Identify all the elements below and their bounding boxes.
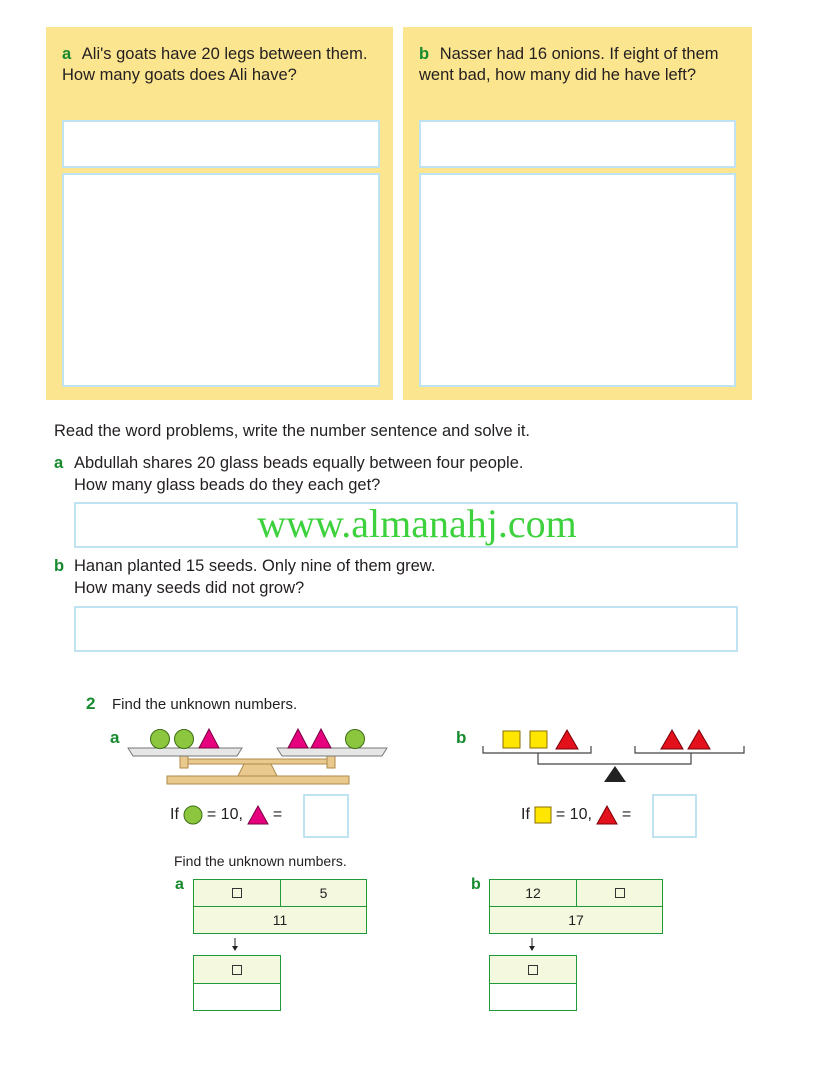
bar-b-top-left: 12 xyxy=(490,880,577,907)
watermark: www.almanahj.com xyxy=(257,501,577,546)
bar-a-result-unknown[interactable] xyxy=(194,956,280,984)
bar-model-a xyxy=(193,879,367,934)
bar-model-b xyxy=(489,879,663,934)
problem-b-text xyxy=(419,44,741,86)
magenta-triangle-icon xyxy=(247,805,269,825)
question2-b-label: b xyxy=(456,728,467,747)
yellow-square-icon xyxy=(534,806,552,824)
equation-b-if: If xyxy=(521,806,530,823)
word-problem-b-line1: Hanan planted 15 seeds. Only nine of them grew. xyxy=(74,557,436,575)
balance-scale-a xyxy=(125,726,390,788)
problem-a-label: a xyxy=(62,45,72,63)
bar-b-result-blank[interactable] xyxy=(490,984,576,1010)
problem-b-body: Nasser had 16 onions. If eight of them went bad, how many did he have left? xyxy=(419,45,719,84)
question2-a-label: a xyxy=(110,728,120,747)
magenta-triangle-icon xyxy=(311,729,331,748)
question2-number: 2 xyxy=(86,694,96,713)
bar-a-result xyxy=(193,955,281,1011)
bar-a-unknown-cell[interactable] xyxy=(194,880,281,907)
equation-a xyxy=(170,805,282,825)
bar-a-total: 11 xyxy=(272,912,288,928)
word-problem-b-label: b xyxy=(54,557,65,575)
equation-b-value: = 10, xyxy=(555,806,592,823)
word-problem-a-line1: Abdullah shares 20 glass beads equally between four people. xyxy=(74,454,524,472)
answer-line-box-b[interactable] xyxy=(419,120,736,168)
joining-bracket xyxy=(538,753,691,764)
word-problem-a xyxy=(54,452,523,496)
red-triangle-icon xyxy=(556,730,578,749)
yellow-square-icon xyxy=(503,731,520,748)
problem-panel-a xyxy=(46,27,393,400)
problem-a-text xyxy=(62,44,382,86)
bar-b-result xyxy=(489,955,577,1011)
problem-a-body: Ali's goats have 20 legs between them. How many goats does Ali have? xyxy=(62,45,368,84)
equation-b-equals: = xyxy=(621,806,632,823)
unknown-box-icon xyxy=(232,965,242,975)
question2-heading xyxy=(86,694,297,714)
green-circle-icon xyxy=(346,730,365,749)
red-triangle-icon xyxy=(596,805,618,825)
unknown-box-icon xyxy=(615,888,625,898)
bar-b-unknown-cell[interactable] xyxy=(577,880,662,907)
magenta-triangle-icon xyxy=(288,729,308,748)
working-box-b[interactable] xyxy=(419,173,736,387)
bar-a-label: a xyxy=(175,876,184,893)
bar-a-result-blank[interactable] xyxy=(194,984,280,1010)
equation-b xyxy=(521,805,631,825)
equation-a-equals: = xyxy=(272,806,283,823)
word-problem-b-answer-box[interactable] xyxy=(74,606,738,652)
unknown-box-icon xyxy=(232,888,242,898)
word-problem-a-label: a xyxy=(54,454,64,472)
green-circle-icon xyxy=(183,805,203,825)
bar-a-top-right: 5 xyxy=(281,880,366,907)
green-circle-icon xyxy=(151,730,170,749)
question2-instruction: Find the unknown numbers. xyxy=(112,696,298,713)
down-arrow-icon xyxy=(527,938,537,952)
problem-panel-b xyxy=(403,27,752,400)
scale-a-left-pan xyxy=(128,748,242,756)
word-problem-a-line2: How many glass beads do they each get? xyxy=(74,476,381,494)
yellow-square-icon xyxy=(530,731,547,748)
scale-a-right-pan xyxy=(277,748,387,756)
equation-a-value: = 10, xyxy=(206,806,243,823)
red-triangle-icon xyxy=(688,730,710,749)
balance-b xyxy=(478,726,750,786)
equation-a-answer-box[interactable] xyxy=(303,794,349,838)
problem-b-label: b xyxy=(419,45,430,63)
unknown-box-icon xyxy=(528,965,538,975)
scale-a-base xyxy=(167,776,349,784)
magenta-triangle-icon xyxy=(199,729,219,748)
equation-b-answer-box[interactable] xyxy=(652,794,697,838)
bar-b-total: 17 xyxy=(568,912,584,928)
equation-a-if: If xyxy=(170,806,179,823)
red-triangle-icon xyxy=(661,730,683,749)
down-arrow-icon xyxy=(230,938,240,952)
word-problem-b-line2: How many seeds did not grow? xyxy=(74,579,305,597)
word-problem-b xyxy=(54,555,435,599)
bar-b-label: b xyxy=(471,876,481,893)
bar-b-result-unknown[interactable] xyxy=(490,956,576,984)
fulcrum-triangle-icon xyxy=(604,766,626,782)
answer-line-box-a[interactable] xyxy=(62,120,380,168)
word-problems-instruction: Read the word problems, write the number sentence and solve it. xyxy=(54,422,531,440)
working-box-a[interactable] xyxy=(62,173,380,387)
scale-a-arm xyxy=(185,759,335,764)
bars-instruction: Find the unknown numbers. xyxy=(174,853,347,869)
green-circle-icon xyxy=(175,730,194,749)
